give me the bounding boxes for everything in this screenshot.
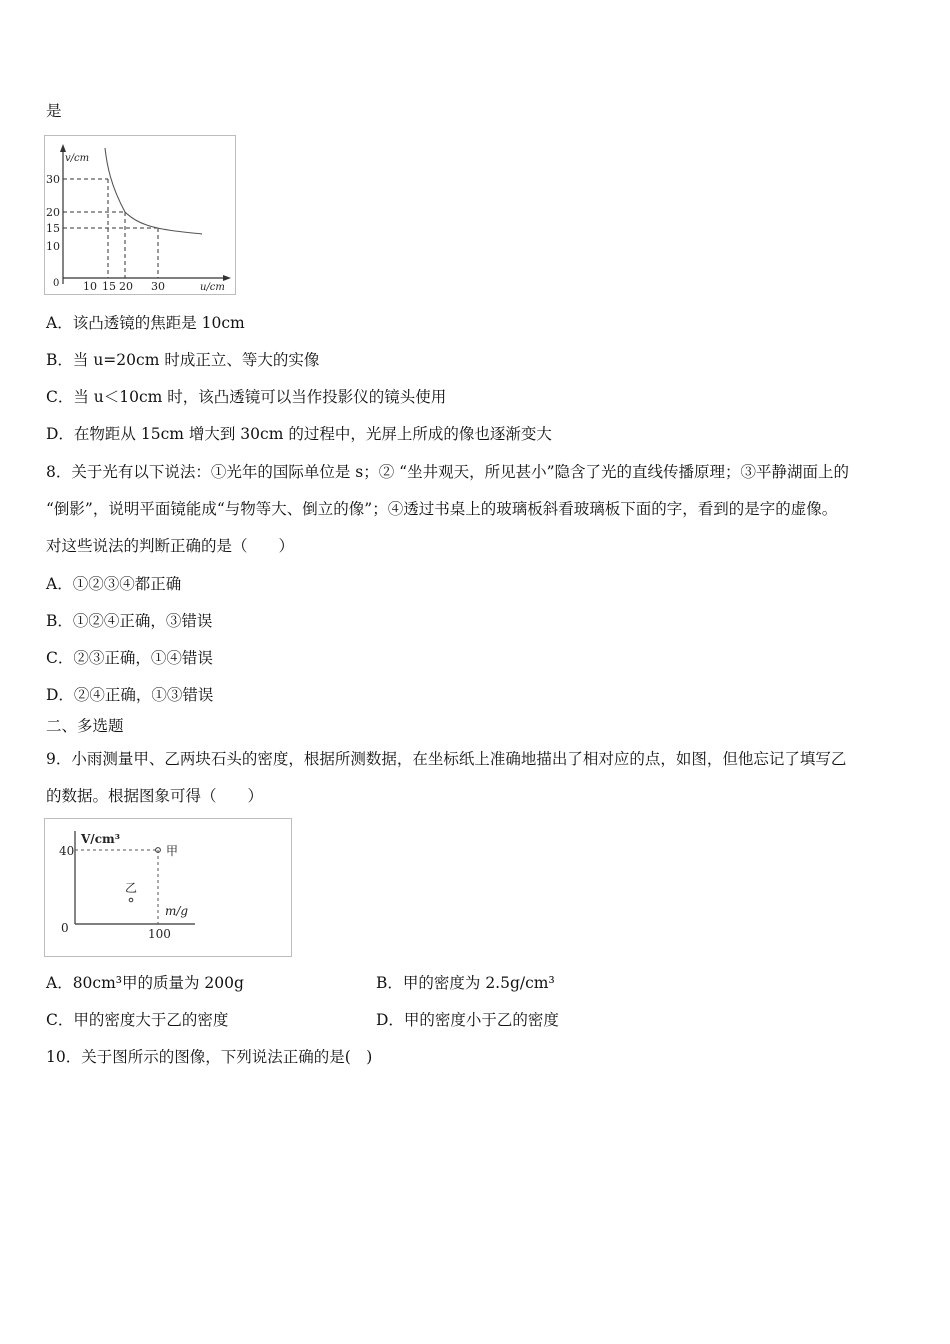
x-axis-label: m/g — [165, 904, 189, 918]
q8-stem-line: 对这些说法的判断正确的是（ ） — [46, 537, 295, 555]
q8-option-b: B．①②④正确，③错误 — [46, 612, 213, 630]
y-tick-label: 40 — [59, 844, 75, 858]
q9-option-a: A．80cm³甲的质量为 200g — [46, 974, 244, 992]
density-graph-figure — [44, 818, 292, 957]
q8-option-d: D．②④正确，①③错误 — [46, 686, 214, 704]
q9-option-d: D．甲的密度小于乙的密度 — [376, 1011, 559, 1029]
q9-option-c: C．甲的密度大于乙的密度 — [46, 1011, 229, 1029]
question-fragment: 是 — [46, 102, 62, 120]
point-a-label: 甲 — [166, 844, 179, 858]
q8-stem-line: “倒影”，说明平面镜能成“与物等大、倒立的像”；④透过书桌上的玻璃板斜看玻璃板下面的字，看到的是字的虚像。 — [46, 500, 838, 518]
q7-option-c: C．当 u＜10cm 时，该凸透镜可以当作投影仪的镜头使用 — [46, 388, 447, 406]
x-tick-label: 30 — [151, 280, 165, 293]
q9-stem-line: 的数据。根据图象可得（ ） — [46, 787, 264, 805]
q9-stem-line: 9．小雨测量甲、乙两块石头的密度，根据所测数据，在坐标纸上准确地描出了相对应的点，如图，但他忘记了填写乙 — [46, 750, 847, 768]
x-tick-label: 20 — [119, 280, 133, 293]
x-axis-arrow — [223, 275, 231, 281]
q8-option-a: A．①②③④都正确 — [46, 575, 182, 593]
y-axis-label: V/cm³ — [81, 832, 120, 846]
lens-graph-figure — [44, 135, 236, 295]
y-tick-label: 15 — [46, 222, 60, 235]
section-title: 二、多选题 — [46, 717, 124, 735]
y-axis-label: v/cm — [65, 153, 90, 164]
point-b-marker — [129, 898, 133, 902]
q10-stem: 10．关于图所示的图像，下列说法正确的是( ) — [46, 1048, 373, 1066]
q7-option-d: D．在物距从 15cm 增大到 30cm 的过程中，光屏上所成的像也逐渐变大 — [46, 425, 552, 443]
q8-option-c: C．②③正确，①④错误 — [46, 649, 213, 667]
q7-option-b: B．当 u=20cm 时成正立、等大的实像 — [46, 351, 320, 369]
point-b-label: 乙 — [125, 881, 138, 895]
x-tick-label: 10 — [83, 280, 97, 293]
x-tick-label: 15 — [102, 280, 116, 293]
q8-stem-line: 8．关于光有以下说法：①光年的国际单位是 s；② “坐井观天，所见甚小”隐含了光的直线传播原理；③平静湖面上的 — [46, 463, 850, 481]
origin-label: 0 — [53, 278, 60, 289]
origin-label: 0 — [61, 921, 69, 935]
q9-option-b: B．甲的密度为 2.5g/cm³ — [376, 974, 555, 992]
q7-option-a: A．该凸透镜的焦距是 10cm — [46, 314, 245, 332]
y-tick-label: 10 — [46, 240, 60, 253]
x-tick-label: 100 — [148, 927, 171, 941]
y-axis-arrow — [60, 144, 66, 152]
image-distance-curve — [105, 148, 202, 234]
y-tick-label: 20 — [46, 206, 60, 219]
x-axis-label: u/cm — [200, 282, 225, 293]
y-tick-label: 30 — [46, 173, 60, 186]
